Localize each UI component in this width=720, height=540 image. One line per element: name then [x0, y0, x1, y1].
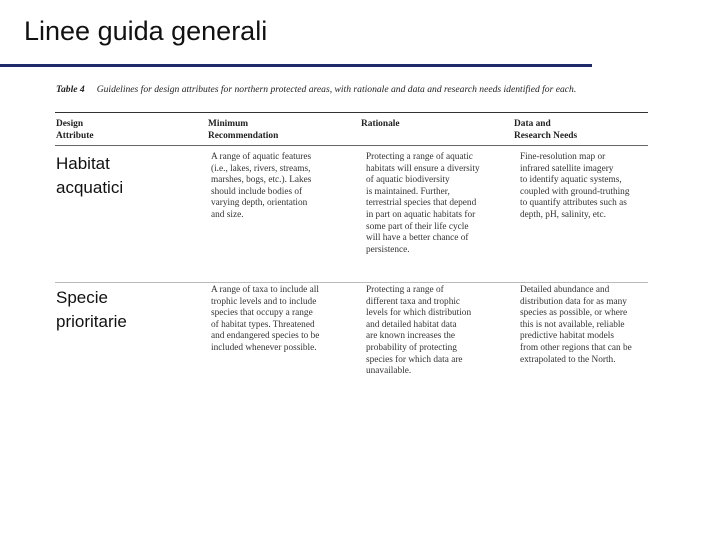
title-underline — [0, 64, 592, 67]
cell-data-research-needs: Detailed abundance and distribution data for as many species as possible, or where this is not available, reliable predictive habitat models from other regions that can be extrapolated to the North. — [520, 285, 632, 365]
cell-minimum-recommendation: A range of taxa to include all trophic levels and to include species that occupy a range of habitat types. Threatened and endangered species to be included whenever possible. — [211, 285, 320, 353]
header-design-attribute: Design Attribute — [56, 119, 94, 141]
table-header-rule — [55, 145, 648, 146]
header-data-research-needs: Data and Research Needs — [514, 119, 578, 141]
header-rationale: Rationale — [361, 119, 400, 129]
row-divider — [55, 282, 648, 283]
slide-title: Linee guida generali — [24, 16, 268, 46]
row-label-habitat-acquatici: Habitat acquatici — [56, 154, 124, 197]
cell-rationale: Protecting a range of aquatic habitats will ensure a diversity of aquatic biodiversity is maintained. Further, terrestrial species that depend in part on aquatic habitats for some part of their life cycle will have a better chance of persistence. — [366, 152, 480, 255]
table-caption — [56, 84, 656, 95]
row-label-specie-prioritarie: Specie prioritarie — [56, 288, 127, 331]
cell-data-research-needs: Fine-resolution map or infrared satellite imagery to identify aquatic systems, coupled with ground-truthing to quantify attributes such as depth, pH, salinity, etc. — [520, 152, 630, 220]
header-minimum-recommendation: Minimum Recommendation — [208, 119, 279, 141]
table-caption-text: Guidelines for design attributes for northern protected areas, with rationale and data and research needs identified for each. — [96, 84, 577, 95]
cell-minimum-recommendation: A range of aquatic features (i.e., lakes, rivers, streams, marshes, bogs, etc.). Lakes should include bodies of varying depth, orientation and size. — [211, 152, 312, 220]
cell-rationale: Protecting a range of different taxa and trophic levels for which distribution and detailed habitat data are known increases the probability of protecting species for which data are unavailable. — [366, 285, 472, 377]
table-top-rule — [55, 112, 648, 113]
table-label: Table 4 — [56, 84, 85, 95]
